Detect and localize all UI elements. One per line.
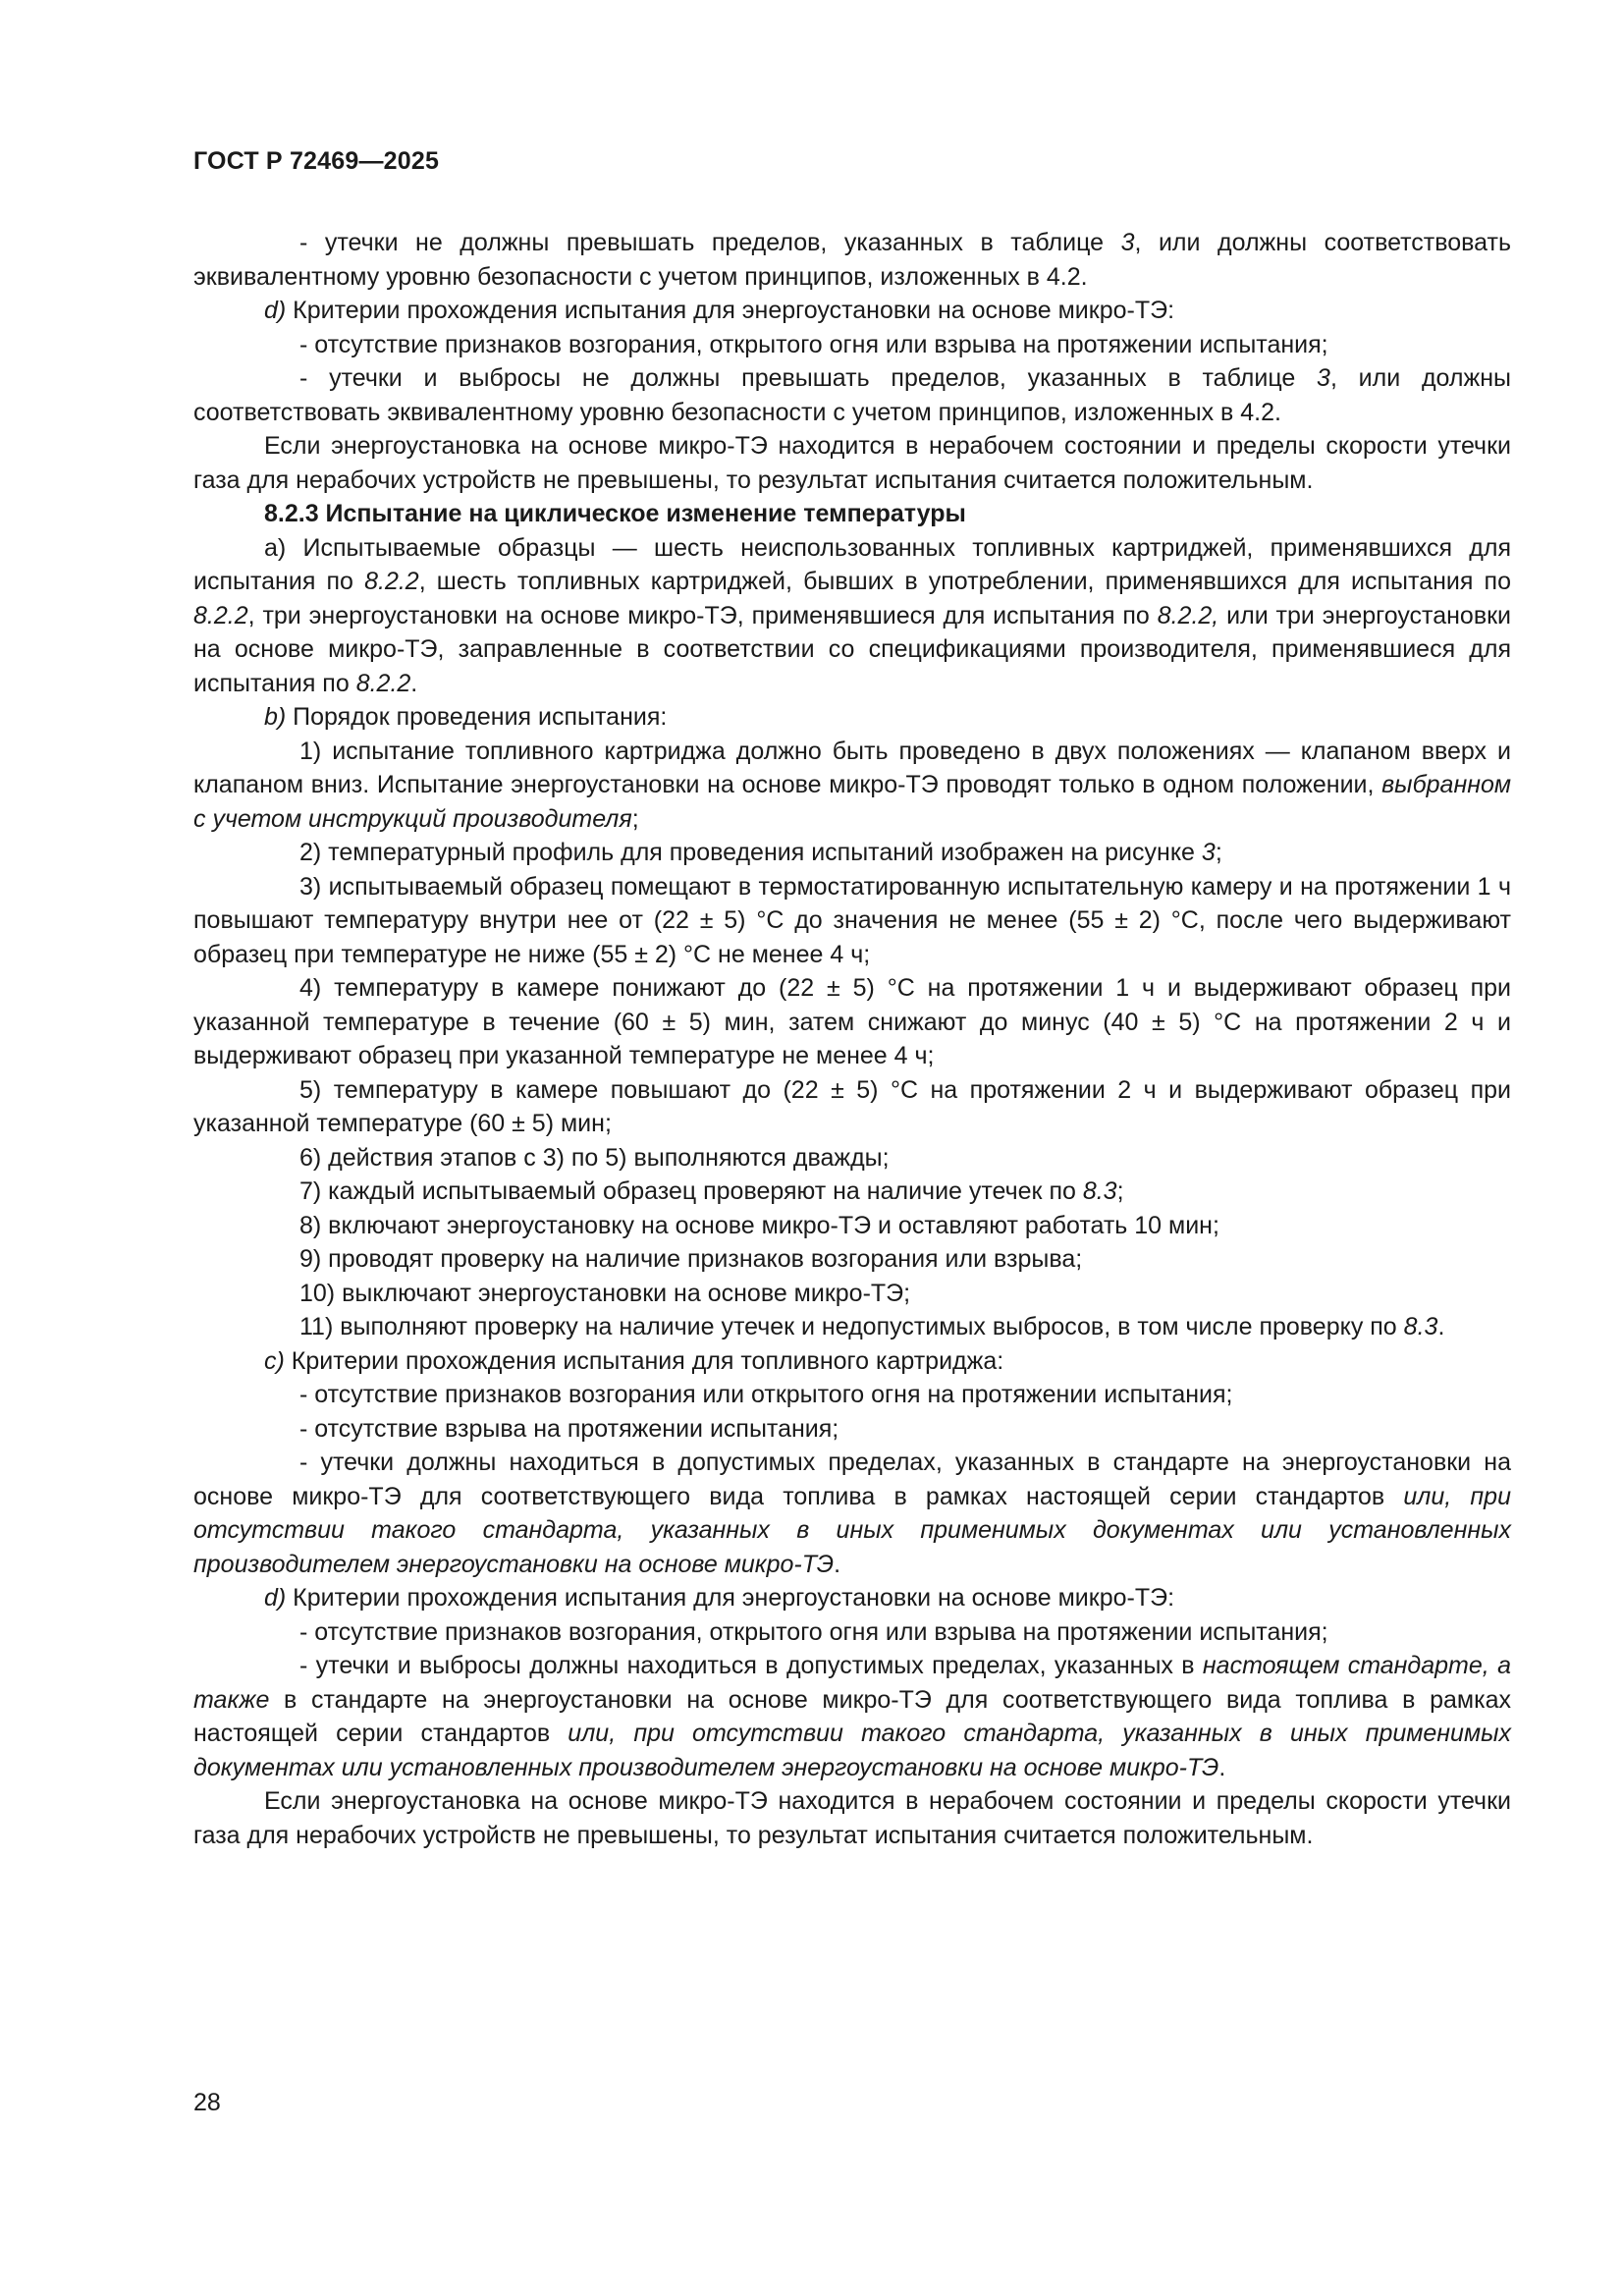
paragraph: - утечки и выбросы не должны превышать пределов, указанных в таблице 3, или должны соответствовать эквивалентному уровню безопасности с учетом принципов, изложенных в 4.2. [193,364,1511,426]
paragraph: с) Критерии прохождения испытания для топливного картриджа: [264,1346,1004,1375]
paragraph: - отсутствие взрыва на протяжении испытания; [299,1414,839,1443]
document-body [193,226,1511,1852]
section-heading: 8.2.3 Испытание на циклическое изменение температуры [264,500,966,527]
paragraph: - утечки должны находиться в допустимых пределах, указанных в стандарте на энергоустановки на основе микро-ТЭ для соответствующего вида топлива в рамках настоящей серии стандартов или, при отсутствии такого стандарта, указанных в иных применимых документах или установленных производителем энергоустановки на основе микро-ТЭ. [193,1449,1511,1578]
paragraph: 2) температурный профиль для проведения испытаний изображен на рисунке 3; [299,839,1222,866]
paragraph: - утечки и выбросы должны находиться в допустимых пределах, указанных в настоящем стандарте, а также в стандарте на энергоустановки на основе микро-ТЭ для соответствующего вида топлива в рамках настоящей серии стандартов или, при отсутствии такого стандарта, указанных в иных применимых документах или установленных производителем энергоустановки на основе микро-ТЭ. [193,1652,1511,1781]
paragraph: - утечки не должны превышать пределов, указанных в таблице 3, или должны соответствовать эквивалентному уровню безопасности с учетом принципов, изложенных в 4.2. [193,229,1511,291]
paragraph: d) Критерии прохождения испытания для энергоустановки на основе микро-ТЭ: [264,1584,1175,1612]
paragraph: Если энергоустановка на основе микро-ТЭ находится в нерабочем состоянии и пределы скорости утечки газа для нерабочих устройств не превышены, то результат испытания считается положительным. [193,432,1511,494]
page-number: 28 [193,2089,221,2116]
paragraph: 5) температуру в камере повышают до (22 ± 5) °C на протяжении 2 ч и выдерживают образец при указанной температуре (60 ± 5) мин; [193,1075,1511,1137]
paragraph: 9) проводят проверку на наличие признаков возгорания или взрыва; [299,1245,1083,1273]
paragraph: 3) испытываемый образец помещают в термостатированную испытательную камеру и на протяжении 1 ч повышают температуру внутри нее от (22 ± 5) °C до значения не менее (55 ± 2) °C, после чего выдерживают образец при температуре не ниже (55 ± 2) °C не менее 4 ч; [193,872,1511,968]
paragraph: - отсутствие признаков возгорания, открытого огня или взрыва на протяжении испытания; [299,330,1328,358]
paragraph: b) Порядок проведения испытания: [264,703,668,731]
paragraph: 7) каждый испытываемый образец проверяют на наличие утечек по 8.3; [299,1177,1124,1205]
paragraph: а) Испытываемые образцы — шесть неиспользованных топливных картриджей, применявшихся для испытания по 8.2.2, шесть топливных картриджей, бывших в употреблении, применявшихся для испытания по 8.2.2, три энергоустановки на основе микро-ТЭ, применявшиеся для испытания по 8.2.2, или три энергоустановки на основе микро-ТЭ, заправленные в соответствии со спецификациями производителя, применявшиеся для испытания по 8.2.2. [193,533,1512,697]
paragraph: d) Критерии прохождения испытания для энергоустановки на основе микро-ТЭ: [264,297,1175,324]
paragraph: 10) выключают энергоустановки на основе микро-ТЭ; [299,1279,911,1307]
paragraph: Если энергоустановка на основе микро-ТЭ находится в нерабочем состоянии и пределы скорости утечки газа для нерабочих устройств не превышены, то результат испытания считается положительным. [193,1787,1511,1849]
document-header: ГОСТ Р 72469—2025 [193,147,440,175]
paragraph: - отсутствие признаков возгорания или открытого огня на протяжении испытания; [299,1381,1233,1408]
paragraph: 1) испытание топливного картриджа должно быть проведено в двух положениях — клапаном вверх и клапаном вниз. Испытание энергоустановки на основе микро-ТЭ проводят только в одном положении, выбранном с учетом инструкций производителя; [193,737,1511,833]
paragraph: 11) выполняют проверку на наличие утечек и недопустимых выбросов, в том числе проверку по 8.3. [299,1313,1445,1340]
paragraph: 6) действия этапов с 3) по 5) выполняются дважды; [299,1143,890,1172]
paragraph: 4) температуру в камере понижают до (22 ± 5) °C на протяжении 1 ч и выдерживают образец при указанной температуре в течение (60 ± 5) мин, затем снижают до минус (40 ± 5) °C на протяжении 2 ч и выдерживают образец при указанной температуре не менее 4 ч; [193,974,1511,1069]
paragraph: 8) включают энергоустановку на основе микро-ТЭ и оставляют работать 10 мин; [299,1211,1219,1239]
paragraph: - отсутствие признаков возгорания, открытого огня или взрыва на протяжении испытания; [299,1617,1328,1646]
